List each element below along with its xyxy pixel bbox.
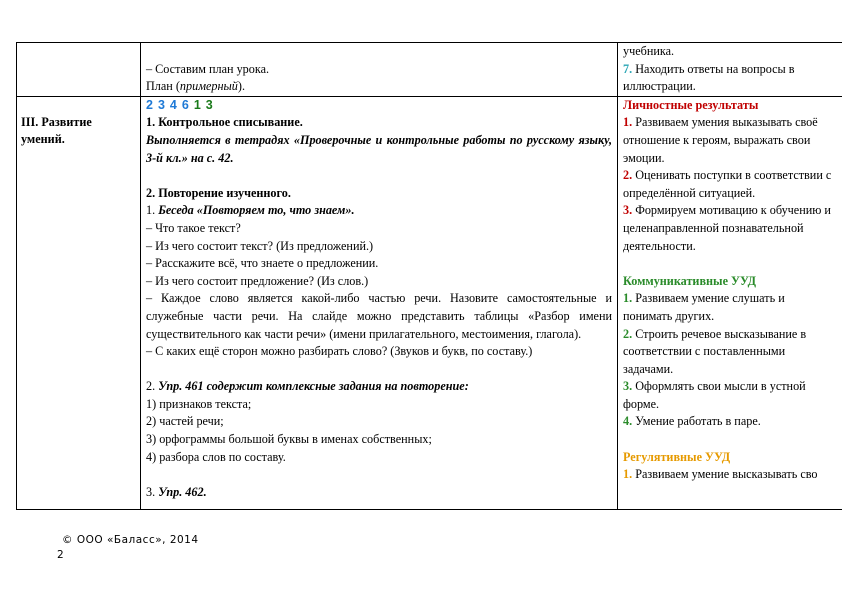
personal-results-title: Личностные результаты [623, 97, 759, 112]
list-item: 1) признаков текста; [146, 396, 252, 411]
question: – Из чего состоит текст? (Из предложений.) [146, 238, 374, 253]
page-number: 2 [57, 549, 64, 561]
subsection: 1. Беседа «Повторяем то, что знаем». [146, 203, 355, 218]
question: – Из чего состоит предложение? (Из слов.) [146, 273, 369, 288]
table-row [17, 96, 842, 509]
copyright-footer: © ООО «Баласс», 2014 [62, 534, 199, 546]
result-item: 2. Оценивать поступки в соответствии с определённой ситуацией. [623, 168, 832, 200]
result-item: 2. Строить речевое высказывание в соответствии с поставленными задачами. [623, 326, 807, 376]
task-number: 1 [193, 97, 201, 112]
stage-cell-empty [17, 43, 141, 97]
question: – С каких ещё сторон можно разбирать слово? (Звуков и букв, по составу.) [146, 344, 533, 359]
exercise: 2. Упр. 461 содержит комплексные задания на повторение: [146, 379, 469, 394]
section-title: 2. Повторение изученного. [146, 185, 291, 200]
table-row [17, 43, 842, 97]
result-item: 3. Формируем мотивацию к обучению и целенаправленной познавательной деятельности. [623, 203, 831, 253]
list-item: 4) разбора слов по составу. [146, 449, 286, 464]
communicative-title: Коммуникативные УУД [623, 273, 757, 288]
task-number: 3 [157, 97, 165, 112]
list-item: 2) частей речи; [146, 414, 224, 429]
task-number: 4 [169, 97, 177, 112]
section-title: 1. Контрольное списывание. [146, 115, 303, 130]
result-item: 4. Умение работать в паре. [623, 414, 761, 429]
task-number: 6 [181, 97, 189, 112]
section-text: Выполняется в тетрадях «Проверочные и контрольные работы по русскому языку, 3-й кл.» на с. 42. [146, 132, 612, 165]
results-cell [618, 96, 842, 509]
lesson-table [16, 42, 842, 510]
question: – Что такое текст? [146, 220, 241, 235]
task-numbers [146, 97, 612, 115]
results-cell: учебника. 7. Находить ответы на вопросы в иллюстрации. [618, 43, 842, 97]
task-number: 2 [146, 97, 153, 112]
plan-question: – Составим план урока. [146, 61, 270, 76]
stage-title: III. Развитие умений. [21, 114, 92, 147]
stage-cell [17, 96, 141, 509]
task-number: 3 [205, 97, 213, 112]
result-item: 3. Оформлять свои мысли в устной форме. [623, 379, 806, 411]
question: – Каждое слово является какой-либо частью речи. Назовите самостоятельные и служебные части речи. На слайде можно представить таблицы «Разбор имени существительного как части речи» (имени прилагательного, местоимения, глагола). [146, 291, 612, 341]
question: – Расскажите всё, что знаете о предложении. [146, 256, 379, 271]
plan-line: План (примерный). [146, 79, 245, 94]
content-cell [141, 43, 618, 97]
exercise: 3. Упр. 462. [146, 484, 207, 499]
list-item: 3) орфограммы большой буквы в именах собственных; [146, 432, 432, 447]
result-item: 1. Развиваем умения выказывать своё отношение к героям, выражать свои эмоции. [623, 115, 818, 165]
regulative-title: Регулятивные УУД [623, 449, 731, 464]
content-cell [141, 96, 618, 509]
result-item: 1. Развиваем умение слушать и понимать других. [623, 291, 785, 323]
result-item: 1. Развиваем умение высказывать сво [623, 467, 818, 482]
